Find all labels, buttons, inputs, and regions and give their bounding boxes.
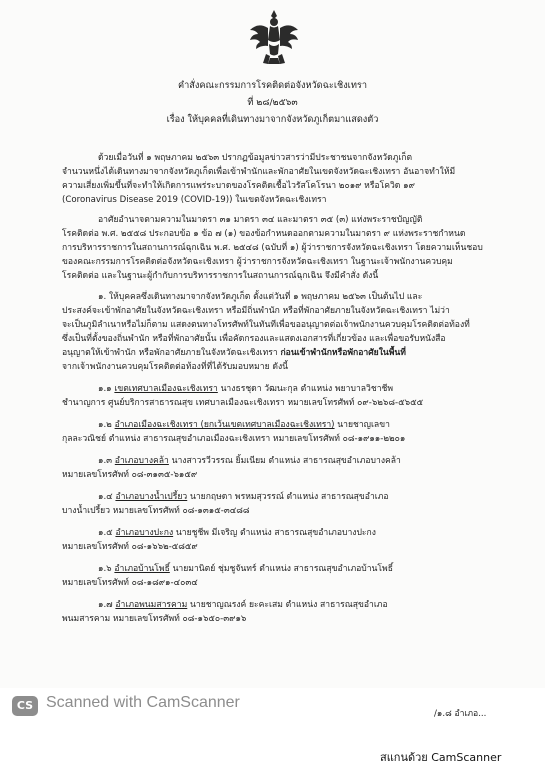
paragraph-line: ซึ่งเป็นที่ตั้งของถิ่นพำนัก หรือที่พักอาศัยนั้น เพื่อคัดกรองและแสดงเอกสารที่เกี่ยวข้อง และเพื่อขอรับหนังสือ <box>62 334 446 344</box>
order-subject: เรื่อง ให้บุคคลที่เดินทางมาจากจังหวัดภูเก็ตมาแสดงตัว <box>166 114 379 125</box>
continuation-marker: /๑.๘ อำเภอ... <box>434 709 487 719</box>
contact-detail: หมายเลขโทรศัพท์ ๐๘-๓๑๓๕-๖๑๕๙ <box>62 470 198 480</box>
paragraph-line: อาศัยอำนาจตามความในมาตรา ๓๑ มาตรา ๓๔ และมาตรา ๓๕ (๓) แห่งพระราชบัญญัติ <box>98 215 423 225</box>
camscanner-logo-icon: CS <box>12 696 38 716</box>
paragraph-line: ด้วยเมื่อวันที่ ๑ พฤษภาคม ๒๕๖๓ ปรากฏข้อมูลข่าวสารว่ามีประชาชนจากจังหวัดภูเก็ต <box>98 153 413 163</box>
paragraph-line: ประสงค์จะเข้าพักอาศัยในจังหวัดฉะเชิงเทรา หรือมีถิ่นพำนัก หรือที่พักอาศัยภายในจังหวัดฉะเชิงเทรา ไม่ว่า <box>62 306 450 316</box>
contact-number: ๑.๒ <box>98 420 112 430</box>
contact-number: ๑.๗ <box>98 600 113 610</box>
paragraph-line: โรคติดต่อ และในฐานะผู้กำกับการบริหารราชการในสถานการณ์ฉุกเฉิน จึงมีคำสั่ง ดังนี้ <box>62 271 379 281</box>
contact-detail: หมายเลขโทรศัพท์ ๐๘-๑๖๖๒-๕๘๕๙ <box>62 542 198 552</box>
contact-person: นายกฤษดา พรหมสุวรรณ์ ตำแหน่ง สาธารณสุขอำเภอ <box>189 492 389 502</box>
contact-detail: ชำนาญการ ศูนย์บริการสาธารณสุข เทศบาลเมืองฉะเชิงเทรา หมายเลขโทรศัพท์ ๐๙-๖๒๖๘-๕๖๕๕ <box>62 398 424 408</box>
paragraph-line: โรคติดต่อ พ.ศ. ๒๕๕๘ ประกอบข้อ ๑ ข้อ ๗ (๑) ของข้อกำหนดออกตามความในมาตรา ๙ แห่งพระราชกำหนด <box>62 229 466 239</box>
paragraph-line: จะเป็นภูมิลำเนาหรือไม่ก็ตาม แสดงตนทางโทรศัพท์ในทันทีเพื่อขออนุญาตต่อเจ้าพนักงานควบคุมโรคติดต่อท้องที่ <box>62 320 470 330</box>
contact-detail: หมายเลขโทรศัพท์ ๐๘-๑๘๙๑-๔๐๓๔ <box>62 578 198 588</box>
scanned-with-text: Scanned with CamScanner <box>46 694 240 711</box>
contact-district: อำเภอบางน้ำเปรี้ยว <box>115 492 188 502</box>
paragraph-line: จากเจ้าพนักงานควบคุมโรคติดต่อท้องที่ที่ได้รับมอบหมาย ดังนี้ <box>62 362 289 372</box>
contact-detail: บางน้ำเปรี้ยว หมายเลขโทรศัพท์ ๐๘-๑๓๑๕-๓๔๘๘ <box>62 506 250 516</box>
contact-item <box>98 454 401 468</box>
contact-district: เขตเทศบาลเมืองฉะเชิงเทรา <box>114 384 218 394</box>
contact-person: นายชาญเลขา <box>337 420 390 430</box>
contact-item <box>98 418 390 432</box>
paragraph-line: จำนวนหนึ่งได้เดินทางมาจากจังหวัดภูเก็ตเพื่อเข้าพำนักและพักอาศัยในเขตจังหวัดฉะเชิงเทรา อันอาจทำให้มี <box>62 167 456 177</box>
contact-item <box>98 382 393 396</box>
emphasis-text: ก่อนเข้าพำนักหรือพักอาศัยในพื้นที่ <box>280 348 406 358</box>
contact-district: อำเภอพนมสารคาม <box>115 600 188 610</box>
contact-item <box>98 490 389 504</box>
contact-item <box>98 598 388 612</box>
paragraph-line <box>62 346 406 360</box>
contact-person: นายมานิตย์ ชุ่มชูจันทร์ ตำแหน่ง สาธารณสุขอำเภอบ้านโพธิ์ <box>172 564 393 574</box>
contact-district: อำเภอเมืองฉะเชิงเทรา (ยกเว้นเขตเทศบาลเมืองฉะเชิงเทรา) <box>114 420 335 430</box>
scanner-footer-text: สแกนด้วย CamScanner <box>380 751 502 764</box>
contact-detail: พนมสารคาม หมายเลขโทรศัพท์ ๐๘-๑๖๕๐-๓๙๑๖ <box>62 614 247 624</box>
contact-district: อำเภอบางคล้า <box>114 456 169 466</box>
order-title: คำสั่งคณะกรรมการโรคติดต่อจังหวัดฉะเชิงเทรา <box>178 80 367 91</box>
contact-number: ๑.๖ <box>98 564 112 574</box>
paragraph-line: (Coronavirus Disease 2019 (COVID-19)) ในเขตจังหวัดฉะเชิงเทรา <box>62 195 327 205</box>
contact-number: ๑.๓ <box>98 456 113 466</box>
contact-number: ๑.๕ <box>98 528 113 538</box>
paragraph-line: การบริหารราชการในสถานการณ์ฉุกเฉิน พ.ศ. ๒๕๔๘ (ฉบับที่ ๑) ผู้ว่าราชการจังหวัดฉะเชิงเทรา โดยความเห็นชอบ <box>62 243 483 253</box>
contact-person: นายชาญณรงค์ ยะคะเสม ตำแหน่ง สาธารณสุขอำเภอ <box>190 600 388 610</box>
contact-district: อำเภอบางปะกง <box>115 528 174 538</box>
contact-item <box>98 562 393 576</box>
contact-district: อำเภอบ้านโพธิ์ <box>114 564 170 574</box>
garuda-emblem-icon <box>248 8 300 68</box>
order-number: ที่ ๒๘/๒๕๖๓ <box>247 97 298 108</box>
paragraph-text: อนุญาตให้เข้าพำนัก หรือพักอาศัยภายในจังหวัดฉะเชิงเทรา <box>62 348 278 358</box>
contact-person: นางธรชุดา วัฒนะกุล ตำแหน่ง พยาบาลวิชาชีพ <box>220 384 394 394</box>
paragraph-line: ๑. ให้บุคคลซึ่งเดินทางมาจากจังหวัดภูเก็ต ตั้งแต่วันที่ ๑ พฤษภาคม ๒๕๖๓ เป็นต้นไป และ <box>98 292 423 302</box>
contact-number: ๑.๑ <box>98 384 112 394</box>
paragraph-line: ของคณะกรรมการโรคติดต่อจังหวัดฉะเชิงเทรา ผู้ว่าราชการจังหวัดฉะเชิงเทรา ในฐานะเจ้าพนักงานควบคุม <box>62 257 453 267</box>
contact-detail: กุลละวณิชย์ ตำแหน่ง สาธารณสุขอำเภอเมืองฉะเชิงเทรา หมายเลขโทรศัพท์ ๐๘-๑๙๑๑-๒๒๐๑ <box>62 434 406 444</box>
contact-person: นางสาวรวีวรรณ ยิ้มเนียม ตำแหน่ง สาธารณสุขอำเภอบางคล้า <box>171 456 401 466</box>
contact-person: นายชูชีพ มีเจริญ ตำแหน่ง สาธารณสุขอำเภอบางปะกง <box>175 528 376 538</box>
contact-number: ๑.๔ <box>98 492 113 502</box>
contact-item <box>98 526 376 540</box>
paragraph-line: ความเสี่ยงเพิ่มขึ้นที่จะทำให้เกิดการแพร่ระบาดของโรคติดเชื้อไวรัสโคโรนา ๒๐๑๙ หรือโควิด ๑๙ <box>62 181 415 191</box>
